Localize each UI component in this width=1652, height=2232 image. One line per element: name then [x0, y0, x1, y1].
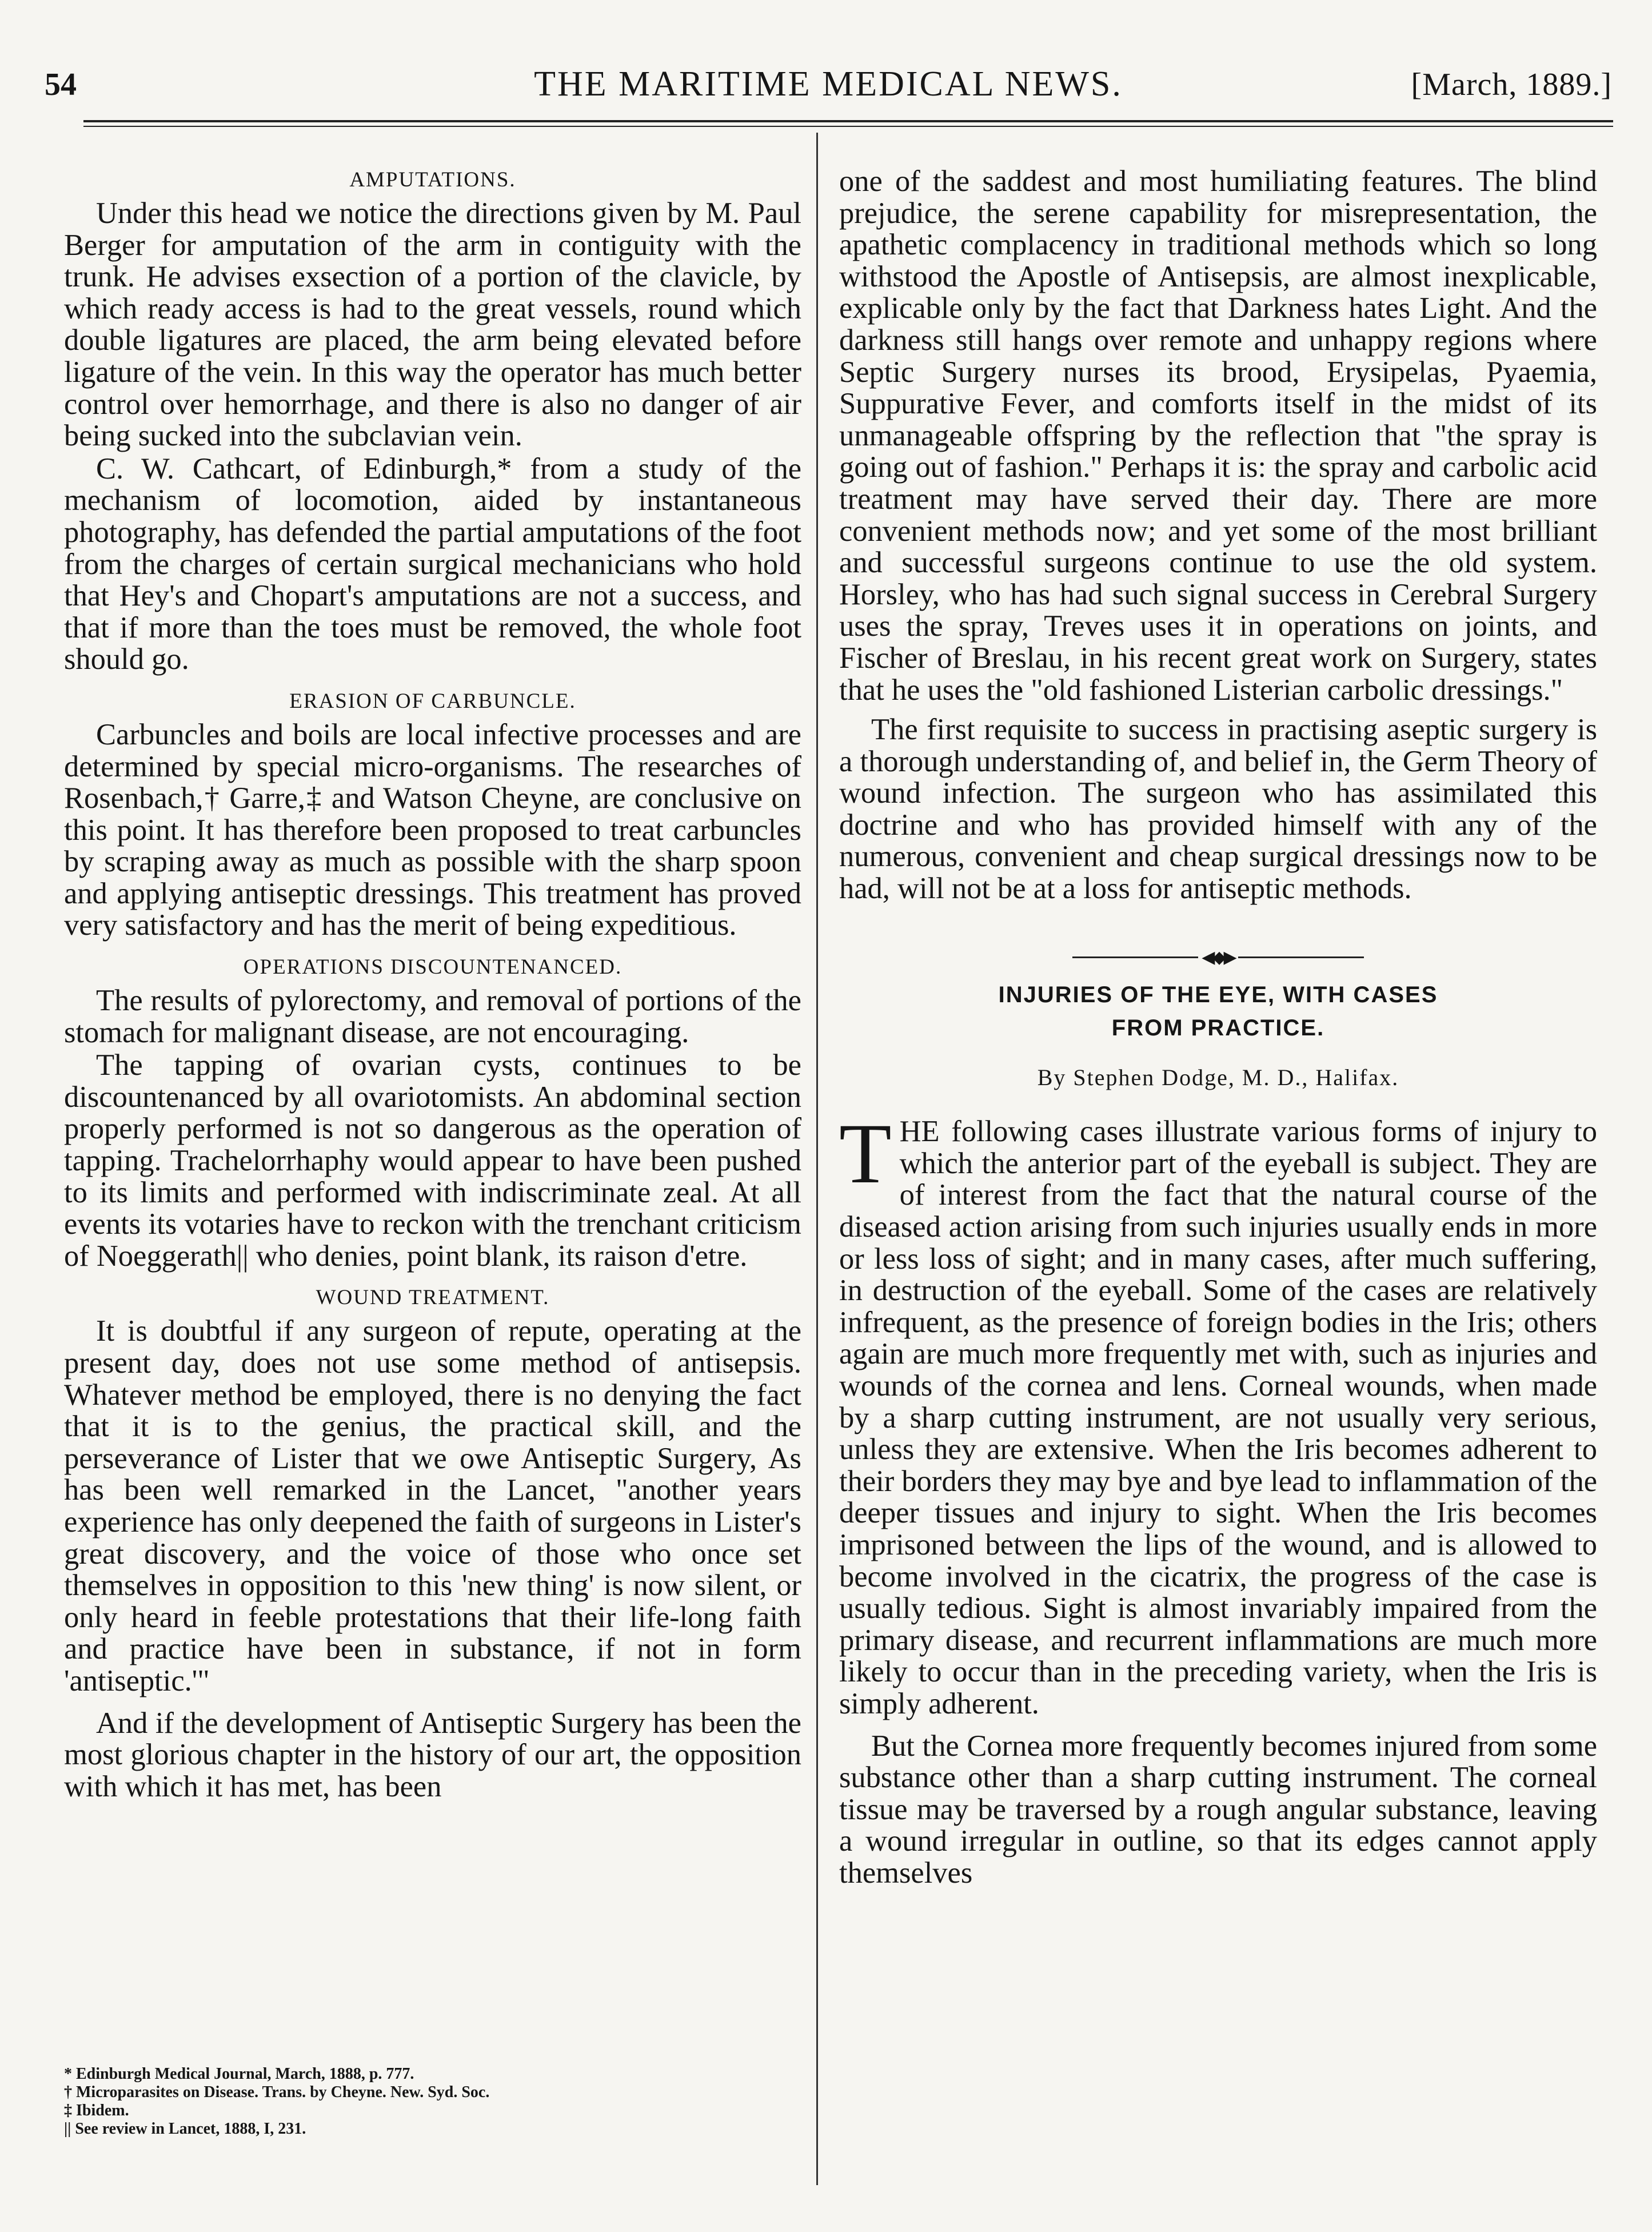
column-divider: [816, 133, 818, 2185]
article-title-line: INJURIES OF THE EYE, WITH CASES: [998, 982, 1438, 1007]
article-title: [839, 978, 1597, 1045]
header-rule-thin: [83, 126, 1613, 127]
page-header: [45, 58, 1612, 121]
footnote: * Edinburgh Medical Journal, March, 1888, p. 777.: [64, 2065, 414, 2083]
issue-date: [March, 1889.]: [1411, 67, 1612, 102]
right-column: [839, 166, 1597, 1890]
header-rule-thick: [83, 120, 1613, 122]
journal-title: THE MARITIME MEDICAL NEWS.: [534, 65, 1123, 103]
section-heading-erasion-of-carbuncle: ERASION OF CARBUNCLE.: [289, 689, 576, 713]
article-title-line: FROM PRACTICE.: [1111, 1015, 1325, 1041]
paragraph: But the Cornea more frequently becomes injured from some substance other than a sharp cutting instrument. The corneal tissue may be traversed by a rough angular substance, leaving a wound irregular in outline, so that its edges cannot apply themselves: [839, 1729, 1597, 1890]
section-heading-operations-discountenanced: OPERATIONS DISCOUNTENANCED.: [243, 955, 623, 979]
footnotes: [64, 2065, 807, 2138]
section-heading-wound-treatment: WOUND TREATMENT.: [316, 1286, 550, 1310]
paragraph: Carbuncles and boils are local infective processes and are determined by special micro-organisms. The researches of Rosenbach,† Garre,‡ and Watson Cheyne, are conclusive on this point. It has therefore been proposed to treat carbuncles by scraping away as much as possible with the sharp spoon and applying antiseptic dressings. This treatment has proved very satisfactory and has the merit of being expeditious.: [64, 718, 801, 942]
left-column: [64, 166, 801, 1803]
paragraph: Under this head we notice the directions given by M. Paul Berger for amputation of the arm in contiguity with the trunk. He advises exsection of a portion of the clavicle, by which ready access is had to the great vessels, round which double ligatures are placed, the arm being elevated before ligature of the vein. In this way the operator has much better control over hemorrhage, and there is also no danger of air being sucked into the subclavian vein.: [64, 197, 801, 453]
drop-cap: T: [839, 1106, 892, 1202]
paragraph-text: HE following cases illustrate various forms of injury to which the anterior part of the eyeball is subject. They are of interest from the fact that the natural course of the diseased action arising from such injuries usually ends in more or less loss of sight; and in many cases, after much suffering, in destruction of the eyeball. Some of the cases are relatively infrequent, as the presence of foreign bodies in the Iris; others again are much more frequently met with, such as injuries and wounds of the cornea and lens. Corneal wounds, when made by a sharp cutting instrument, are not usually very serious, unless they are extensive. When the Iris becomes adherent to their borders they may bye and bye lead to inflammation of the deeper tissues and injury to sight. When the Iris becomes imprisoned between the lips of the wound, and is allowed to become involved in the cicatrix, the progress of the case is usually tedious. Sight is almost invariably impaired from the primary disease, and recurrent inflammations are much more likely to occur than in the preceding variety, when the Iris is simply adherent.: [839, 1115, 1597, 1720]
page-number: 54: [45, 67, 77, 102]
footnote: ‡ Ibidem.: [64, 2102, 129, 2119]
paragraph: It is doubtful if any surgeon of repute, operating at the present day, does not use some method of antisepsis. Whatever method be employed, there is no denying the fact that it is to the genius, the practical skill, and the perseverance of Lister that we owe Antiseptic Surgery, As has been well remarked in the Lancet, "another years experience has only deepened the faith of surgeons in Lister's great discovery, and the voice of those who once set themselves in opposition to this 'new thing' is now silent, or only heard in feeble protestations that their life-long faith and practice have been in substance, if not in form 'antiseptic.'": [64, 1314, 801, 1697]
paragraph: And if the development of Antiseptic Surgery has been the most glorious chapter in the history of our art, the opposition with which it has met, has been: [64, 1706, 801, 1803]
paragraph: The first requisite to success in practising aseptic surgery is a thorough understanding of, and belief in, the Germ Theory of wound infection. The surgeon who has assimilated this doctrine and who has provided himself with any of the numerous, convenient and cheap surgical dressings now to be had, will not be at a loss for antiseptic methods.: [839, 713, 1597, 906]
article-byline: By Stephen Dodge, M. D., Halifax.: [1037, 1064, 1399, 1090]
paragraph: [839, 1106, 1597, 1720]
footnote: || See review in Lancet, 1888, I, 231.: [64, 2120, 306, 2138]
section-ornament: ◀◆▶: [839, 939, 1597, 951]
section-heading-amputations: AMPUTATIONS.: [349, 168, 516, 192]
footnote: † Microparasites on Disease. Trans. by Cheyne. New. Syd. Soc.: [64, 2083, 490, 2101]
paragraph: C. W. Cathcart, of Edinburgh,* from a study of the mechanism of locomotion, aided by instantaneous photography, has defended the partial amputations of the foot from the charges of certain surgical mechanicians who hold that Hey's and Chopart's amputations are not a success, and that if more than the toes must be removed, the whole foot should go.: [64, 452, 801, 676]
paragraph: The results of pylorectomy, and removal of portions of the stomach for malignant disease, are not encouraging.: [64, 984, 801, 1049]
paragraph: one of the saddest and most humiliating features. The blind prejudice, the serene capability for misrepresentation, the apathetic complacency in traditional methods which so long withstood the Apostle of Antisepsis, are almost inexplicable, explicable only by the fact that Darkness hates Light. And the darkness still hangs over remote and unhappy regions where Septic Surgery nurses its brood, Erysipelas, Pyaemia, Suppurative Fever, and comforts itself in the midst of its unmanageable offspring by the reflection that "the spray is going out of fashion." Perhaps it is: the spray and carbolic acid treatment may have served their day. There are more convenient methods now; and yet some of the most brilliant and successful surgeons continue to use the old system. Horsley, who has had such signal success in Cerebral Surgery uses the spray, Treves uses it in operations on joints, and Fischer of Breslau, in his recent great work on Surgery, states that he uses the "old fashioned Listerian carbolic dressings.": [839, 165, 1597, 707]
paragraph: The tapping of ovarian cysts, continues to be discountenanced by all ovariotomists. An abdominal section properly performed is not so dangerous as the operation of tapping. Trachelorrhaphy would appear to have been pushed to its limits and performed with indiscriminate zeal. At all events its votaries have to reckon with the trenchant criticism of Noeggerath|| who denies, point blank, its raison d'etre.: [64, 1049, 801, 1273]
